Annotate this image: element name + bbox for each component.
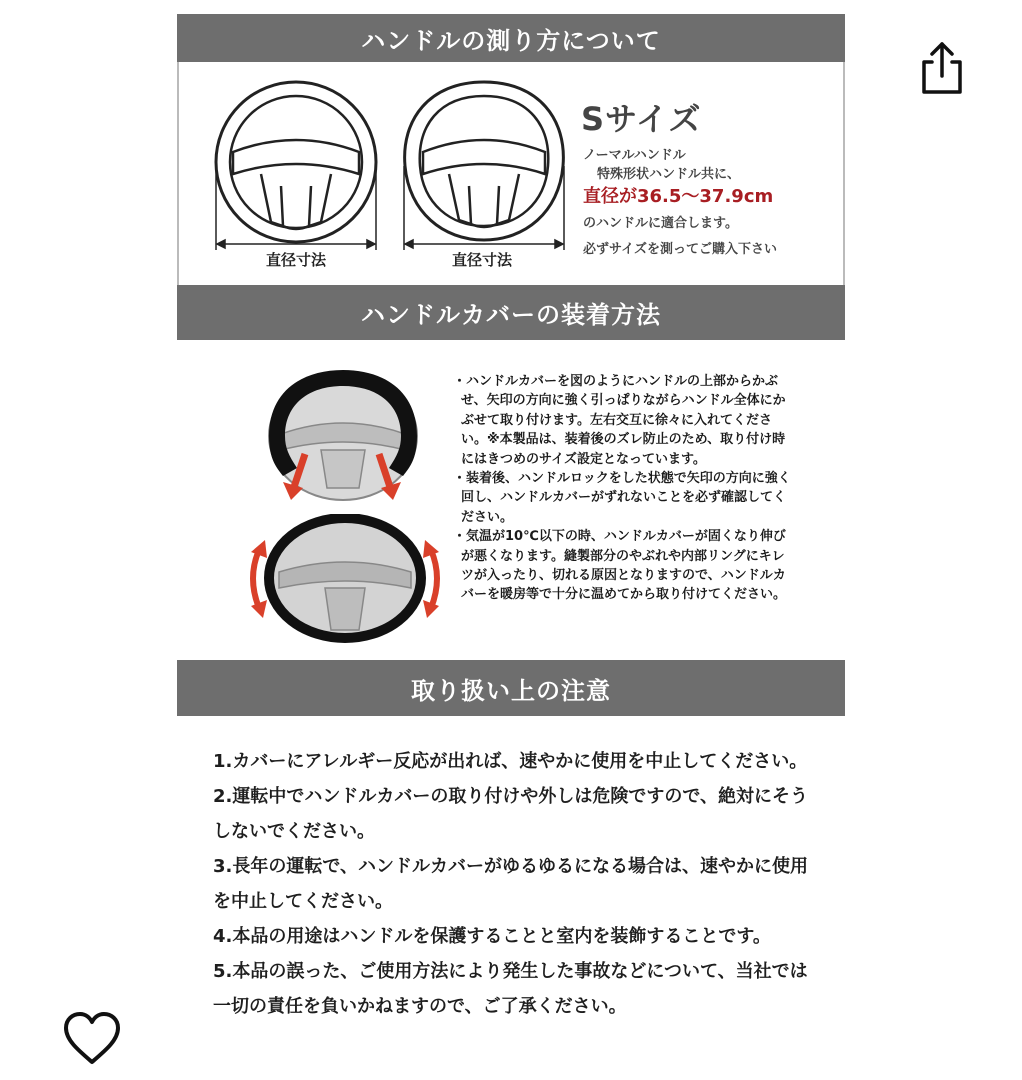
measure-section bbox=[177, 62, 845, 285]
install-illustration-bottom bbox=[245, 514, 445, 644]
favorite-button[interactable] bbox=[60, 1006, 124, 1070]
section-title-measure: ハンドルの測り方について bbox=[177, 14, 845, 62]
caution-item: 1.カバーにアレルギー反応が出れば、速やかに使用を中止してください。 bbox=[213, 751, 808, 772]
section-title-install: ハンドルカバーの装着方法 bbox=[177, 285, 845, 340]
section-title-caution: 取り扱い上の注意 bbox=[177, 660, 845, 716]
caution-item: 4.本品の用途はハンドルを保護することと室内を装飾することです。 bbox=[213, 926, 771, 947]
dimension-label-right: 直径寸法 bbox=[451, 251, 512, 269]
install-paragraph: ・装着後、ハンドルロックをした状態で矢印の方向に強く回し、ハンドルカバーがずれないことを必ず確認してください。 bbox=[453, 471, 791, 525]
size-line-fits: のハンドルに適合します。 bbox=[583, 216, 738, 231]
install-paragraph: ・ハンドルカバーを図のようにハンドルの上部からかぶせ、矢印の方向に強く引っぱりながらハンドル全体にかぶせて取り付けます。左右交互に徐々に入れてください。※本製品は、装着後のズレ防止のため、取り付け時にはきつめのサイズ設定となっています。 bbox=[453, 374, 786, 467]
caution-item: 3.長年の運転で、ハンドルカバーがゆるゆるになる場合は、速やかに使用を中止してください。 bbox=[213, 856, 808, 912]
size-line-special: 特殊形状ハンドル共に、 bbox=[597, 167, 741, 182]
size-line-measure-note: 必ずサイズを測ってご購入下さい bbox=[583, 242, 777, 257]
dimension-label-left: 直径寸法 bbox=[265, 251, 326, 269]
caution-list bbox=[213, 744, 813, 1024]
caution-item: 2.運転中でハンドルカバーの取り付けや外しは危険ですので、絶対にそうしないでください。 bbox=[213, 786, 808, 842]
size-line-normal: ノーマルハンドル bbox=[583, 148, 686, 163]
share-icon bbox=[912, 36, 972, 100]
caution-item: 5.本品の誤った、ご使用方法により発生した事故などについて、当社では一切の責任を負いかねますので、ご了承ください。 bbox=[213, 961, 808, 1017]
size-title: Sサイズ bbox=[581, 100, 702, 138]
share-button[interactable] bbox=[912, 36, 972, 100]
install-paragraph: ・気温が10℃以下の時、ハンドルカバーが固くなり伸びが悪くなります。縫製部分のやぶれや内部リングにキレツが入ったり、切れる原因となりますので、ハンドルカバーを暖房等で十分に温めてから取り付けてください。 bbox=[453, 529, 787, 603]
diameter-range: 直径が36.5～37.9cm bbox=[583, 186, 774, 207]
heart-icon bbox=[60, 1006, 124, 1070]
steering-wheel-diagram-right bbox=[397, 62, 572, 262]
install-instructions bbox=[453, 372, 793, 605]
install-illustration-top bbox=[261, 364, 431, 504]
product-image bbox=[177, 14, 845, 1080]
steering-wheel-diagram-left bbox=[209, 62, 384, 262]
